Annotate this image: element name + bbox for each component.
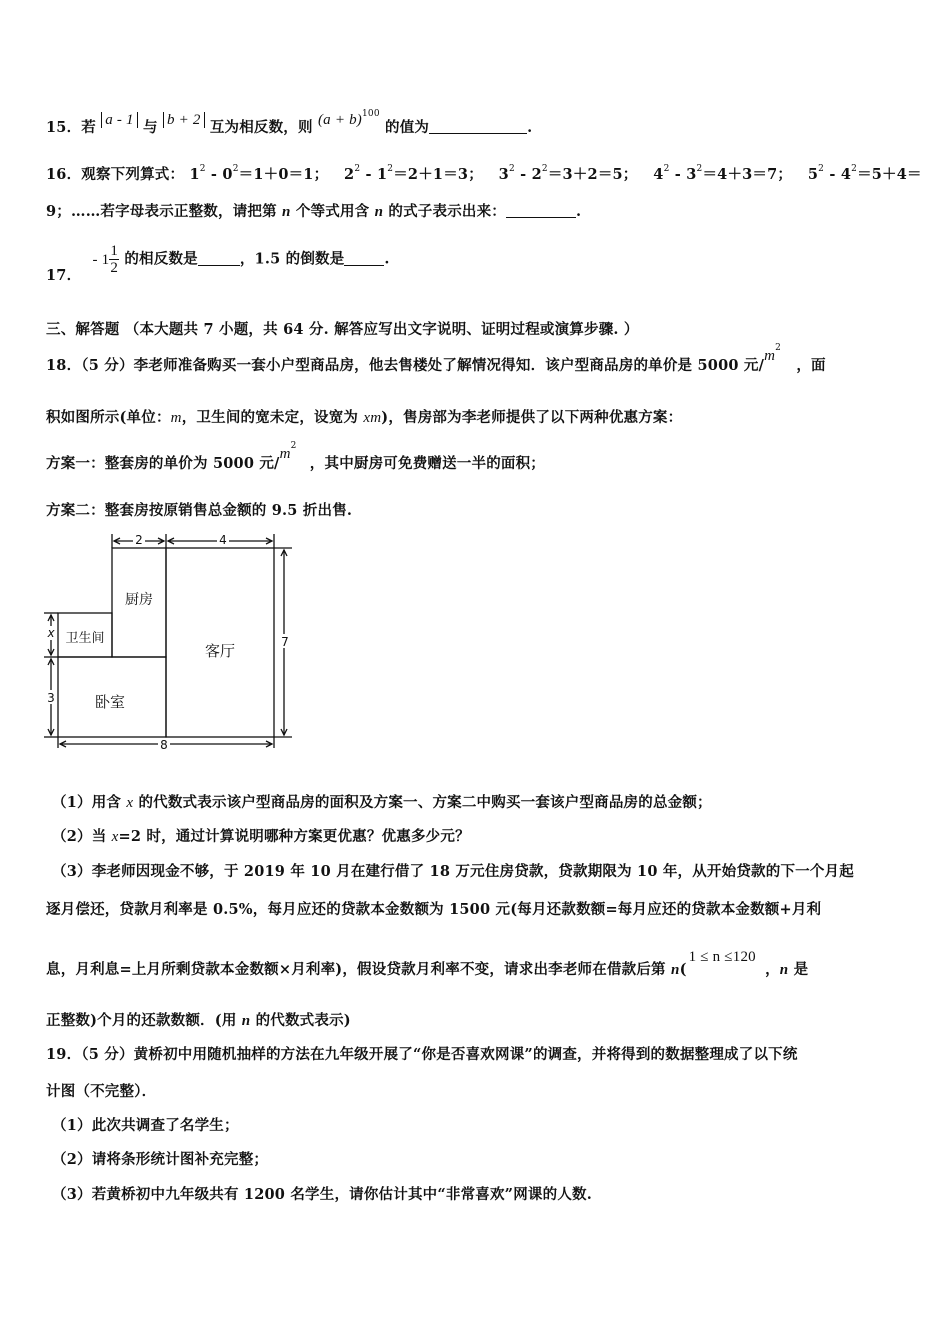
q16-exp: 2 xyxy=(354,164,361,174)
var-n: n xyxy=(374,204,384,220)
q16-exp: 2 xyxy=(541,164,548,174)
mixed-number-fraction xyxy=(109,243,119,276)
var-n: n xyxy=(282,204,291,220)
q18-part3-line2: 逐月偿还，贷款月利率是 0.5%，每月应还的贷款本金数额为 1500 元(每月还款数额=每月应还的贷款本金数额+月利 xyxy=(46,901,822,918)
q16-result: ＝1＋0＝1； xyxy=(238,166,329,183)
q18-part3-line1: （3）李老师因现金不够，于 2019 年 10 月在建行借了 18 万元住房贷款，贷款期限为 10 年，从开始贷款的下一个月起 xyxy=(52,863,854,880)
question-16-line1 xyxy=(46,163,922,184)
label-top-2: 2 xyxy=(135,533,143,547)
label-kitchen: 厨房 xyxy=(125,592,153,608)
q16-base: 2 xyxy=(344,166,355,183)
q16-exp: 2 xyxy=(851,164,858,174)
q16-exp: 2 xyxy=(818,164,825,174)
label-bottom-8: 8 xyxy=(160,738,168,752)
q16-base: - 0 xyxy=(205,166,233,183)
question-18-line2 xyxy=(46,406,682,427)
q19-part1: （1）此次共调查了名学生； xyxy=(52,1117,239,1134)
section-heading: 三、解答题 （本大题共 7 小题，共 64 分. 解答应写出文字说明、证明过程或演算步骤. ） xyxy=(46,321,639,338)
unit-m: m xyxy=(764,348,776,364)
answer-blank-15[interactable] xyxy=(429,121,527,134)
var-n: n xyxy=(241,1013,251,1029)
q16-base: 5 xyxy=(807,166,819,183)
unit-sup: 2 xyxy=(775,343,782,353)
q18-part1 xyxy=(52,791,712,812)
q16-end: . xyxy=(576,203,582,220)
plan-one-text: ，其中厨房可免费赠送一半的面积； xyxy=(309,455,545,472)
q16-base: - 1 xyxy=(360,166,388,183)
q18-part3-line3 xyxy=(46,949,809,979)
q17-text: ，1.5 的倒数是 xyxy=(239,250,345,268)
mixed-number-int: - 1 xyxy=(92,251,110,268)
label-left-x: x xyxy=(47,626,55,640)
unit-sup: 2 xyxy=(290,441,297,451)
q17-text: 的相反数是 xyxy=(124,250,198,268)
q17-end: . xyxy=(384,250,390,268)
q18-text: )，售房部为李老师提供了以下两种优惠方案： xyxy=(381,409,683,426)
q16-exp: 2 xyxy=(696,164,703,174)
unit-m: m xyxy=(279,446,291,462)
label-living-room: 客厅 xyxy=(204,642,236,660)
q16-base: - 3 xyxy=(669,166,697,183)
question-18-line1 xyxy=(46,343,826,375)
question-19-line1: 19．（5 分）黄桥初中用随机抽样的方法在九年级开展了“你是否喜欢网课”的调查，并将得到的数据整理成了以下统 xyxy=(46,1046,798,1063)
q15-number: 15．若 xyxy=(46,119,96,136)
plan-two: 方案二：整套房按原销售总金额的 9.5 折出售. xyxy=(46,502,353,519)
q16-text: 9；……若字母表示正整数，请把第 xyxy=(46,203,277,220)
q15-text3: 的值为 xyxy=(385,119,430,136)
label-right-7: 7 xyxy=(281,635,289,649)
q18-text: 积如图所示(单位： xyxy=(46,409,171,426)
q18-part1-text: （1）用含 xyxy=(52,794,127,811)
q19-part2: （2）请将条形统计图补充完整； xyxy=(52,1151,269,1168)
q16-exp: 2 xyxy=(663,164,670,174)
q17-number: 17． xyxy=(46,266,82,284)
inequality-n-range: 1 ≤ n ≤120 xyxy=(688,949,756,965)
q15-text2: 互为相反数，则 xyxy=(209,119,313,136)
q16-exp: 2 xyxy=(508,164,515,174)
q18-part3-text: 是 xyxy=(788,961,809,978)
answer-blank-17a[interactable] xyxy=(198,253,240,266)
var-x: x xyxy=(126,795,134,811)
q18-part2-text: =2 时，通过计算说明哪种方案更优惠？优惠多少元？ xyxy=(118,828,470,845)
q18-part3-line4 xyxy=(46,1009,351,1030)
var-m: m xyxy=(170,410,182,426)
q16-base: - 4 xyxy=(824,166,852,183)
var-n: n xyxy=(671,962,680,978)
fraction-numerator: 1 xyxy=(110,243,119,259)
q18-part2-text: （2）当 xyxy=(52,828,112,845)
q18-text: ，面 xyxy=(796,357,826,374)
power-exp: 100 xyxy=(361,109,380,119)
answer-blank-17b[interactable] xyxy=(344,253,384,266)
floor-plan-figure xyxy=(44,530,304,755)
q18-part3-text: ( xyxy=(679,961,687,978)
var-x: x xyxy=(111,829,119,845)
q18-text: 18．（5 分）李老师准备购买一套小户型商品房，他去售楼处了解情况得知．该户型商品房的单价是 5000 元/ xyxy=(46,357,765,374)
q16-result: ＝2＋1＝3； xyxy=(393,166,483,183)
q18-part3-text: 正整数)个月的还款数额．(用 xyxy=(46,1012,242,1029)
q15-end: . xyxy=(527,119,533,136)
q16-text: 的式子表示出来： xyxy=(388,203,506,220)
q18-part3-text: 息，月利息=上月所剩贷款本金数额×月利率)，假设贷款月利率不变，请求出李老师在借款后第 xyxy=(46,961,672,978)
power-base: (a + b) xyxy=(317,112,362,128)
fraction-denominator: 2 xyxy=(110,260,119,276)
q16-base: 4 xyxy=(653,166,664,183)
var-n: n xyxy=(779,962,789,978)
q16-base: 3 xyxy=(498,166,509,183)
q16-base: - 2 xyxy=(514,166,542,183)
q16-result: ＝3＋2＝5； xyxy=(547,166,638,183)
question-16-line2 xyxy=(46,200,581,221)
q16-text: 个等式用含 xyxy=(295,203,370,220)
q15-text1: 与 xyxy=(142,119,158,136)
abs-b-plus-2: b + 2 xyxy=(163,112,205,128)
question-17 xyxy=(46,243,390,284)
var-xm: xm xyxy=(363,410,382,426)
label-left-3: 3 xyxy=(47,691,55,705)
plan-one xyxy=(46,441,545,473)
q18-part3-text: 的代数式表示) xyxy=(250,1012,351,1029)
answer-blank-16[interactable] xyxy=(506,205,576,218)
q18-part2 xyxy=(52,825,470,846)
q16-exp: 2 xyxy=(232,164,239,174)
q18-part3-text: ， xyxy=(765,961,780,978)
label-bathroom: 卫生间 xyxy=(65,631,105,646)
q18-part1-text: 的代数式表示该户型商品房的面积及方案一、方案二中购买一套该户型商品房的总金额； xyxy=(133,794,712,811)
abs-a-minus-1: a - 1 xyxy=(101,112,138,128)
q16-intro: 16．观察下列算式： xyxy=(46,166,185,183)
q16-exp: 2 xyxy=(199,164,206,174)
question-19-line2: 计图（不完整）． xyxy=(46,1083,157,1100)
question-15 xyxy=(46,109,533,137)
q16-result: ＝5＋4＝ xyxy=(857,166,922,183)
q16-result: ＝4＋3＝7； xyxy=(702,166,793,183)
q16-exp: 2 xyxy=(387,164,394,174)
q18-text: ，卫生间的宽未定，设宽为 xyxy=(181,409,364,426)
label-bedroom: 卧室 xyxy=(94,693,126,711)
q19-part3: （3）若黄桥初中九年级共有 1200 名学生，请你估计其中“非常喜欢”网课的人数. xyxy=(52,1186,592,1203)
q16-base: 1 xyxy=(189,166,200,183)
label-top-4: 4 xyxy=(219,533,227,547)
plan-one-text: 方案一：整套房的单价为 5000 元/ xyxy=(46,455,280,472)
